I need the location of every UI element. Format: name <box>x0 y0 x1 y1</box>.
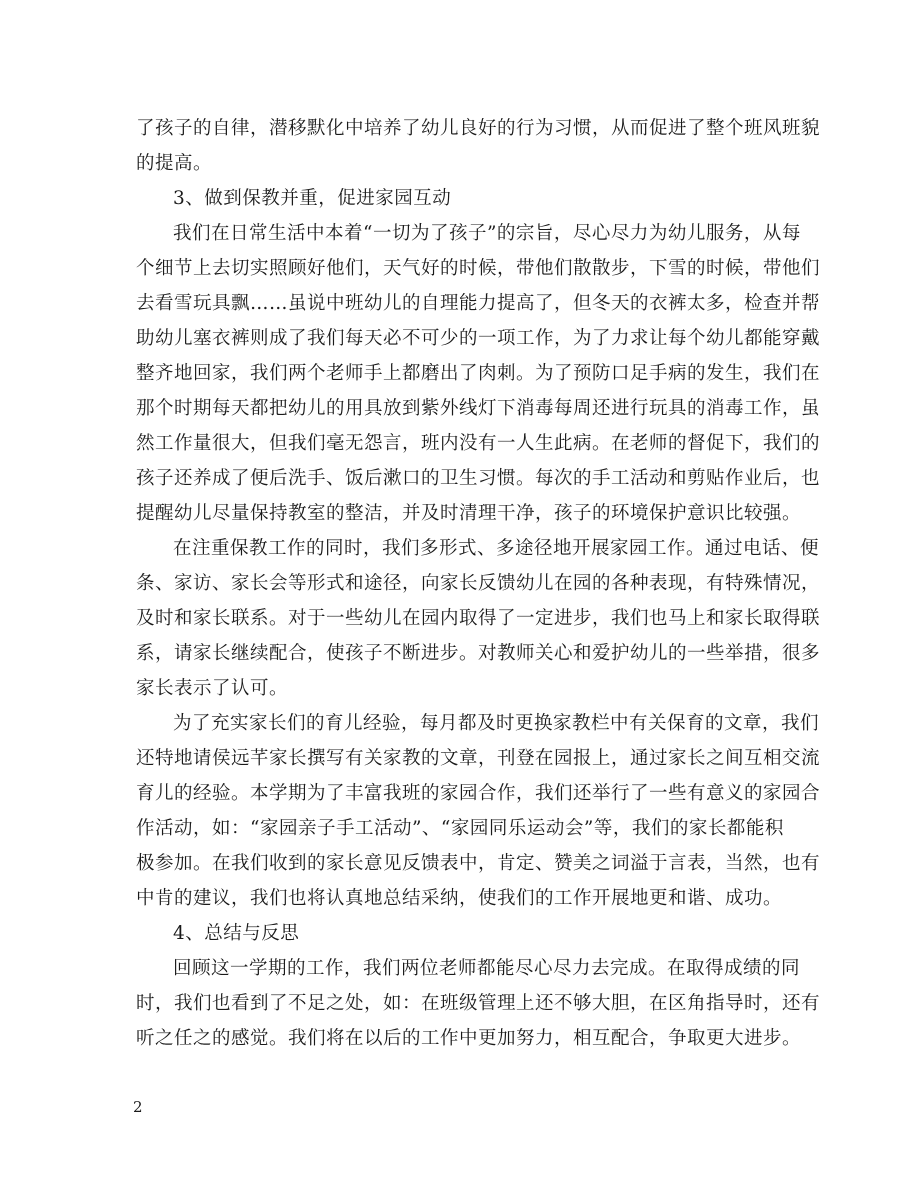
text-line: 为了充实家长们的育儿经验，每月都及时更换家教栏中有关保育的文章，我们 <box>173 713 820 734</box>
text-line: 育儿的经验。本学期为了丰富我班的家园合作，我们还举行了一些有意义的家园合 <box>136 783 821 804</box>
text-line: 个细节上去切实照顾好他们，天气好的时候，带他们散散步，下雪的时候，带他们 <box>136 258 821 279</box>
text-line: 听之任之的感觉。我们将在以后的工作中更加努力，相互配合，争取更大进步。 <box>136 1028 802 1049</box>
text-line: 整齐地回家，我们两个老师手上都磨出了肉刺。为了预防口足手病的发生，我们在 <box>136 363 821 384</box>
text-line: 在注重保教工作的同时，我们多形式、多途径地开展家园工作。通过电话、便 <box>173 538 820 559</box>
text-line: 那个时期每天都把幼儿的用具放到紫外线灯下消毒每周还进行玩具的消毒工作，虽 <box>136 398 821 419</box>
text-line: 回顾这一学期的工作，我们两位老师都能尽心尽力去完成。在取得成绩的同 <box>173 958 801 979</box>
text-line: 条、家访、家长会等形式和途径，向家长反馈幼儿在园的各种表现，有特殊情况， <box>136 573 821 594</box>
text-line: 然工作量很大，但我们毫无怨言，班内没有一人生此病。在老师的督促下，我们的 <box>136 433 821 454</box>
text-line: 的提高。 <box>136 153 213 174</box>
text-line: 时，我们也看到了不足之处，如：在班级管理上还不够大胆，在区角指导时，还有 <box>136 993 821 1014</box>
text-line: 作活动，如：“家园亲子手工活动”、“家园同乐运动会”等，我们的家长都能积 <box>136 818 784 839</box>
text-line: 提醒幼儿尽量保持教室的整洁，并及时清理干净，孩子的环境保护意识比较强。 <box>136 503 802 524</box>
text-line: 我们在日常生活中本着“一切为了孩子”的宗旨，尽心尽力为幼儿服务，从每 <box>173 223 801 244</box>
text-line: 孩子还养成了便后洗手、饭后漱口的卫生习惯。每次的手工活动和剪贴作业后，也 <box>136 468 821 489</box>
text-line: 及时和家长联系。对于一些幼儿在园内取得了一定进步，我们也马上和家长取得联 <box>136 608 821 629</box>
text-line: 还特地请侯远芊家长撰写有关家教的文章，刊登在园报上，通过家长之间互相交流 <box>136 748 821 769</box>
text-line: 极参加。在我们收到的家长意见反馈表中，肯定、赞美之词溢于言表，当然，也有 <box>136 853 821 874</box>
text-line: 了孩子的自律，潜移默化中培养了幼儿良好的行为习惯，从而促进了整个班风班貌 <box>136 118 821 139</box>
text-line: 家长表示了认可。 <box>136 678 289 699</box>
section-heading: 4、总结与反思 <box>173 923 300 944</box>
text-line: 系，请家长继续配合，使孩子不断进步。对教师关心和爱护幼儿的一些举措，很多 <box>136 643 821 664</box>
section-heading: 3、做到保教并重，促进家园互动 <box>173 188 452 209</box>
page-number: 2 <box>133 1098 143 1116</box>
text-line: 助幼儿塞衣裤则成了我们每天必不可少的一项工作，为了力求让每个幼儿都能穿戴 <box>136 328 821 349</box>
text-line: 中肯的建议，我们也将认真地总结采纳，使我们的工作开展地更和谐、成功。 <box>136 888 783 909</box>
text-line: 去看雪玩具飘……虽说中班幼儿的自理能力提高了，但冬天的衣裤太多，检查并帮 <box>136 293 821 314</box>
